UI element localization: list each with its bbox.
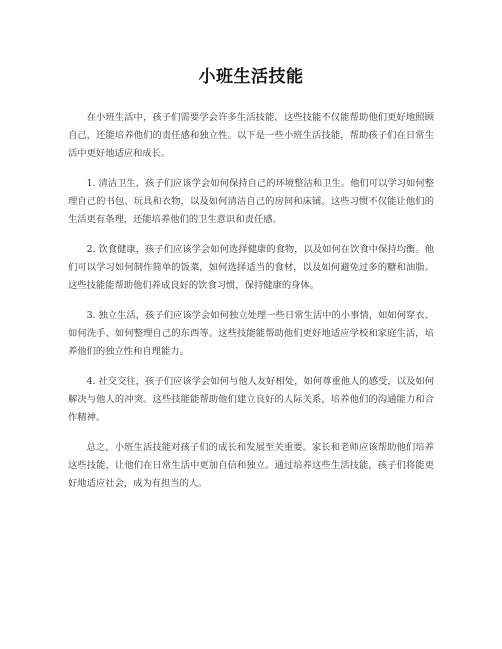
conclusion-paragraph: 总之，小班生活技能对孩子们的成长和发展至关重要。家长和老师应该帮助他们培养这些技能，让他们在日常生活中更加自信和独立。通过培养这些生活技能，孩子们将能更好地适应社会，成为有担当的人。 — [68, 442, 434, 489]
document-title: 小班生活技能 — [198, 67, 304, 87]
paragraph-healthy-diet: 2. 饮食健康，孩子们应该学会如何选择健康的食物，以及如何在饮食中保持均衡。他们可以学习如何制作简单的饭菜，如何选择适当的食材，以及如何避免过多的糖和油脂。这些技能能帮助他们养成良好的饮食习惯，保持健康的身体。 — [68, 244, 434, 291]
paragraph-social-interaction: 4. 社交交往，孩子们应该学会如何与他人友好相处，如何尊重他人的感受，以及如何解决与他人的冲突。这些技能能帮助他们建立良好的人际关系，培养他们的沟通能力和合作精神。 — [68, 376, 434, 423]
paragraph-cleaning-hygiene: 1. 清洁卫生，孩子们应该学会如何保持自己的环境整洁和卫生。他们可以学习如何整理自己的书包、玩具和衣物，以及如何清洁自己的房间和床铺。这些习惯不仅能让他们的生活更有条理，还能培养他们的卫生意识和责任感。 — [68, 178, 434, 225]
paragraph-independent-living: 3. 独立生活，孩子们应该学会如何独立处理一些日常生活中的小事情，如如何穿衣、如何洗手、如何整理自己的东西等。这些技能能帮助他们更好地适应学校和家庭生活，培养他们的独立性和自理能力。 — [68, 310, 434, 357]
intro-paragraph: 在小班生活中，孩子们需要学会许多生活技能，这些技能不仅能帮助他们更好地照顾自己，还能培养他们的责任感和独立性。以下是一些小班生活技能，帮助孩子们在日常生活中更好地适应和成长。 — [68, 112, 434, 159]
